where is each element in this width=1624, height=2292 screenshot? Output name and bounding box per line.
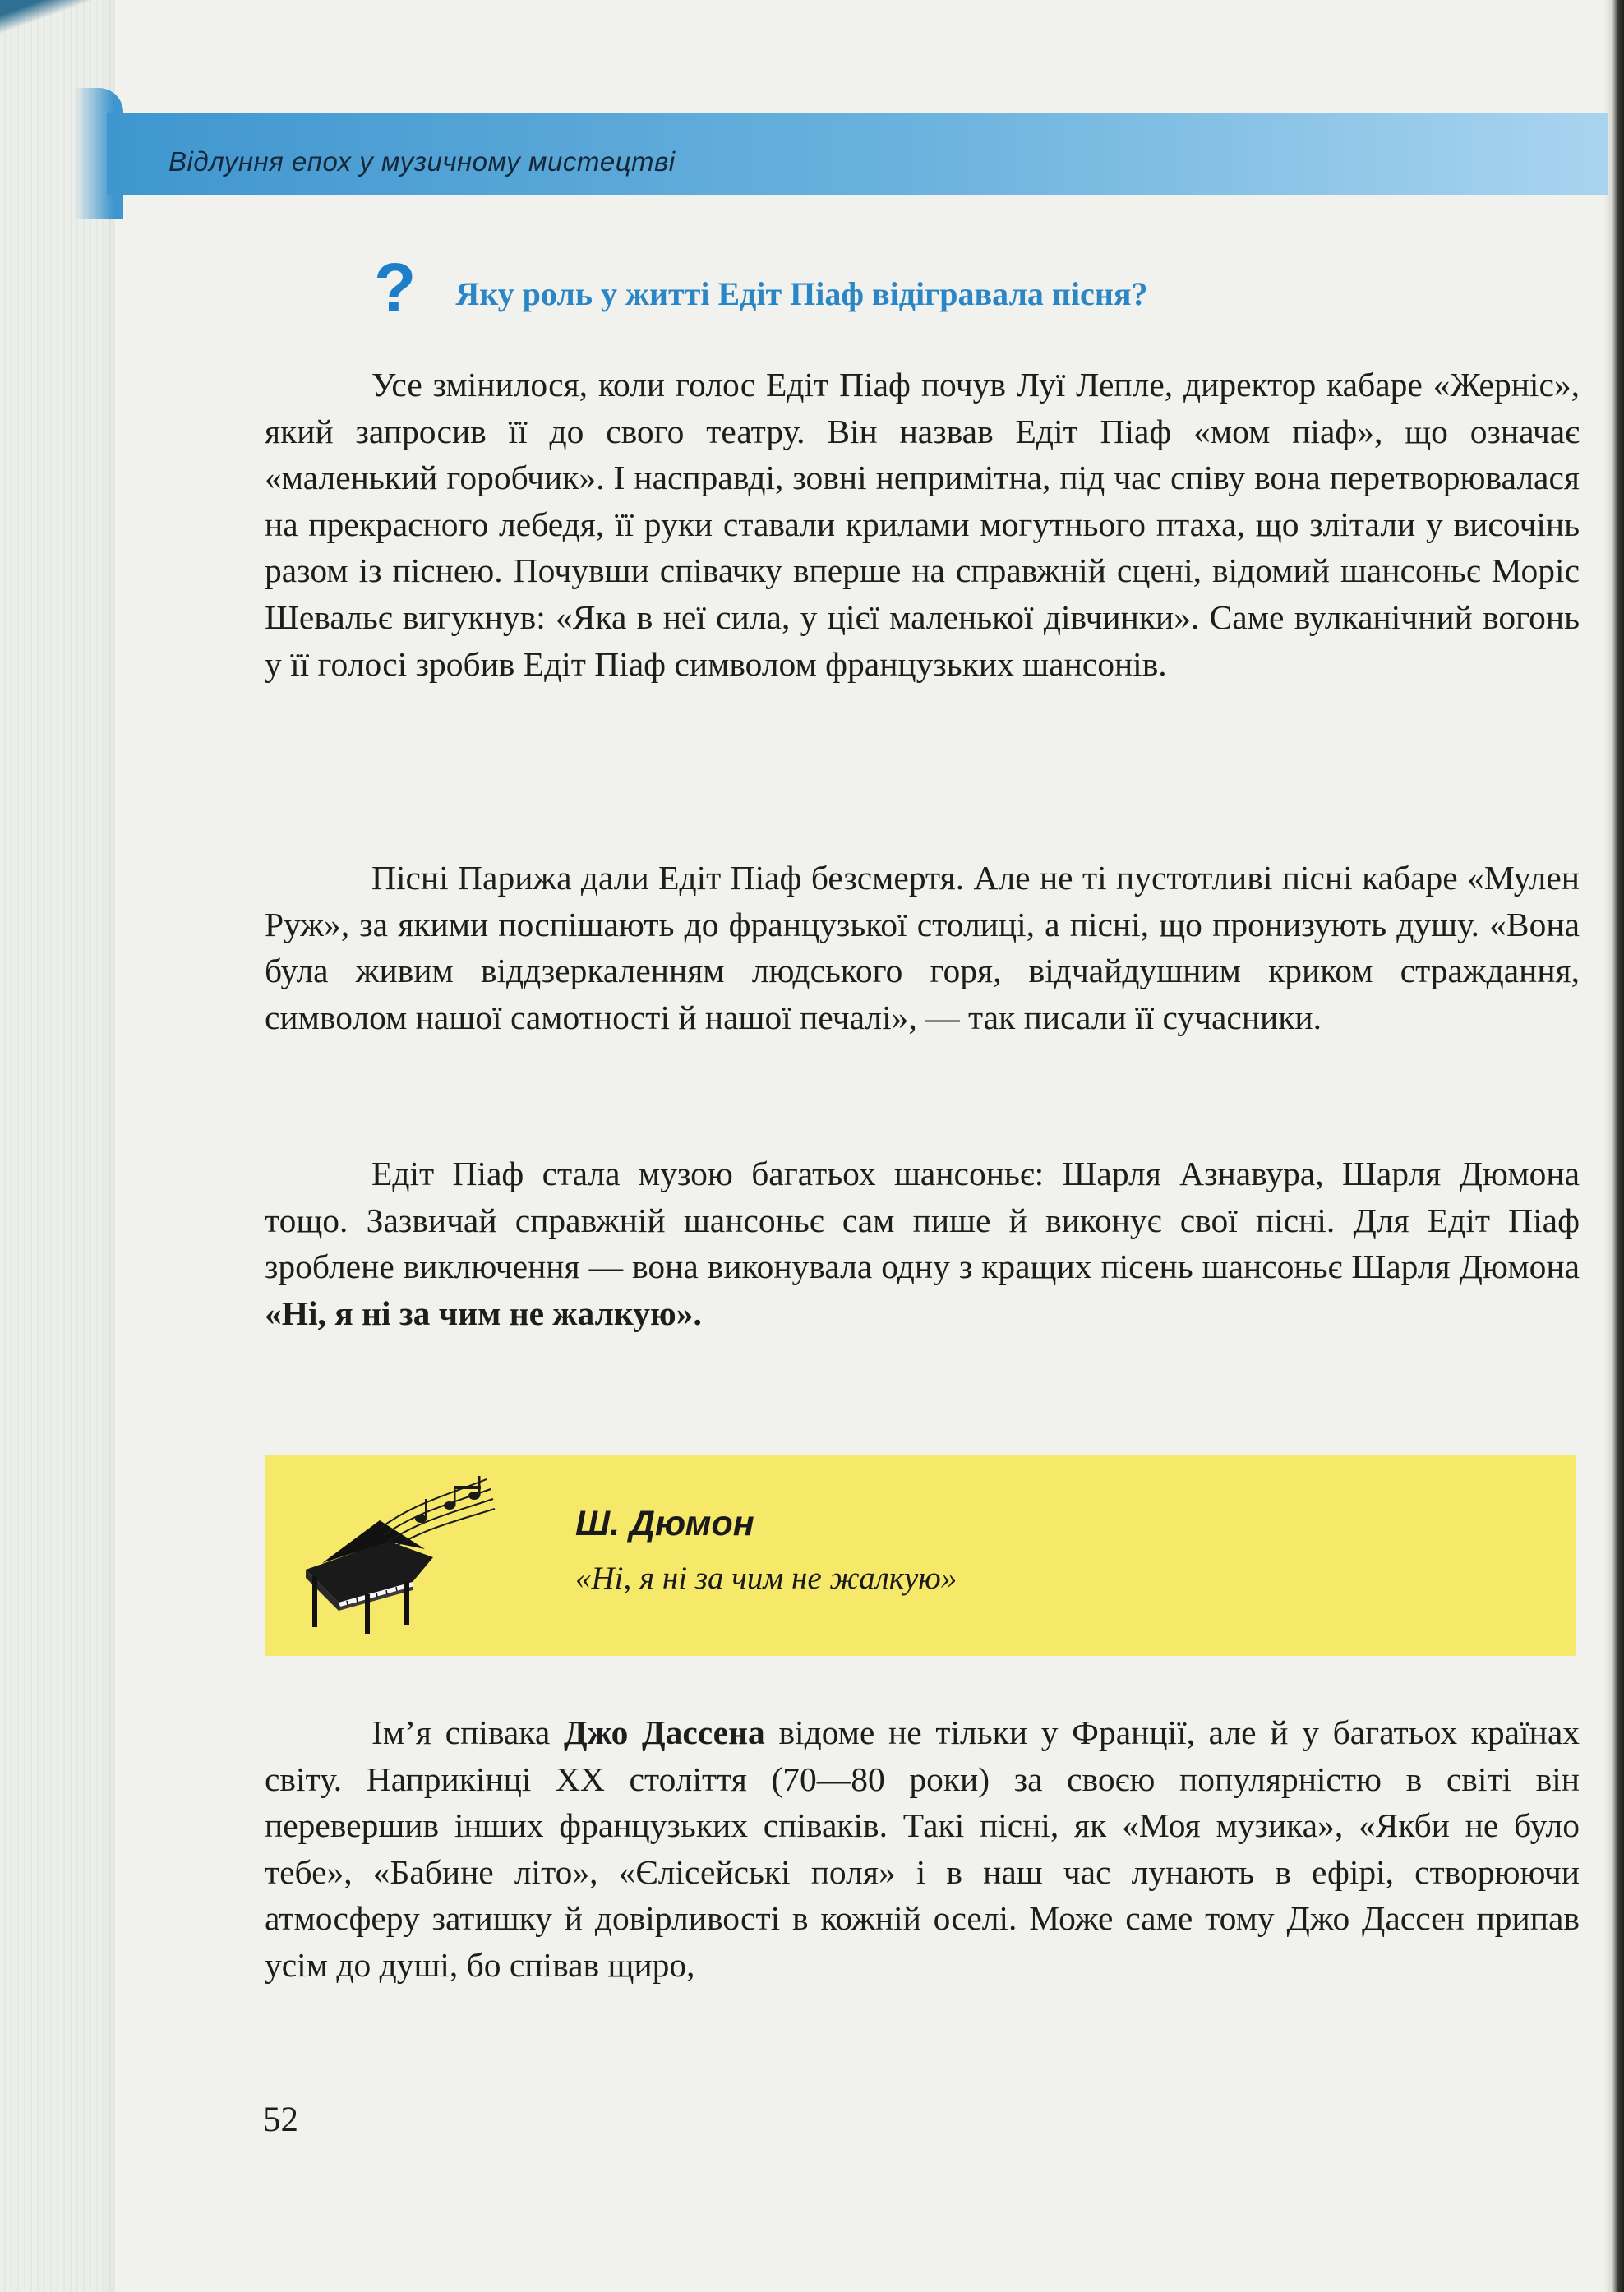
question-block [374,247,1148,326]
paragraph-4-start: Ім’я співака [371,1713,564,1751]
running-header: Відлуння епох у музичному мистецтві [168,146,676,177]
paragraph-3-text [265,1151,1580,1336]
singer-name-bold: Джо Дассена [563,1713,765,1751]
composer-name: Ш. Дюмон [575,1504,754,1543]
question-text: Яку роль у житті Едіт Піаф відігравала пісня? [455,275,1148,312]
paragraph-3-end: . [693,1294,702,1332]
page-edge-stack [0,0,115,2292]
header-tab [74,88,123,219]
song-title: «Ні, я ні за чим не жалкую» [575,1561,957,1596]
paragraph-4-main: відоме не тільки у Франції, але й у багатьох країнах світу. Наприкінці XX століття (70—80 роки) за своєю популярністю в світі він перевершив інших французьких співаків. Такі пісні, як «Моя музика», «Якби не було тебе», «Бабине літо», «Єлісейські поля» і в наш час лунають в ефірі, створюючи атмосферу затишку й довірливості в кожній оселі. Може саме тому Джо Дассен припав усім до душі, бо співав щиро, [265,1713,1580,1984]
paragraph-2 [265,855,1580,1050]
paragraph-1-text: Усе змінилося, коли голос Едіт Піаф почув Луї Лепле, директор кабаре «Жерніс», який запросив її до свого театру. Він назвав Едіт Піаф «мом піаф», що означає «маленький горобчик». І насправді, зовні непримітна, під час співу вона перетворювалася на прекрасного лебедя, її руки ставали крилами могутнього птаха, що злітали у височінь разом із піснею. Почувши співачку вперше на справжній сцені, відомий шансоньє Моріс Шевальє вигукнув: «Яка в неї сила, у цієї маленької дівчинки». Саме вулканічний вогонь у її голосі зробив Едіт Піаф символом французьких шансонів. [265,366,1580,683]
song-title-bold: «Ні, я ні за чим не жалкую» [265,1294,694,1332]
book-spine-shadow [1604,0,1624,2292]
paragraph-3 [265,1151,1580,1346]
paragraph-4-text [265,1709,1580,1989]
paragraph-2-text: Пісні Парижа дали Едіт Піаф безсмертя. Але не ті пустотливі пісні кабаре «Мулен Руж», за якими поспішають до французької столиці, а пісні, що пронизують душу. «Вона була живим віддзеркаленням людського горя, відчайдушним криком страждання, символом нашої самотності й нашої печалі», — так писали її сучасники. [265,859,1580,1036]
paragraph-1 [265,362,1580,697]
page-number: 52 [263,2101,298,2139]
question-mark-icon: ? [374,249,417,326]
music-listening-box [265,1455,1576,1656]
page-corner [0,0,99,49]
paragraph-4 [265,1709,1580,1999]
paragraph-3-main: Едіт Піаф стала музою багатьох шансоньє: Шарля Азнавура, Шарля Дюмона тощо. Зазвичай справжній шансоньє сам пише й виконує свої пісні. Для Едіт Піаф зроблене виключення — вона виконувала одну з кращих пісень шансоньє Шарля Дюмона [265,1155,1580,1286]
grand-piano-with-notes-icon [289,1471,503,1644]
